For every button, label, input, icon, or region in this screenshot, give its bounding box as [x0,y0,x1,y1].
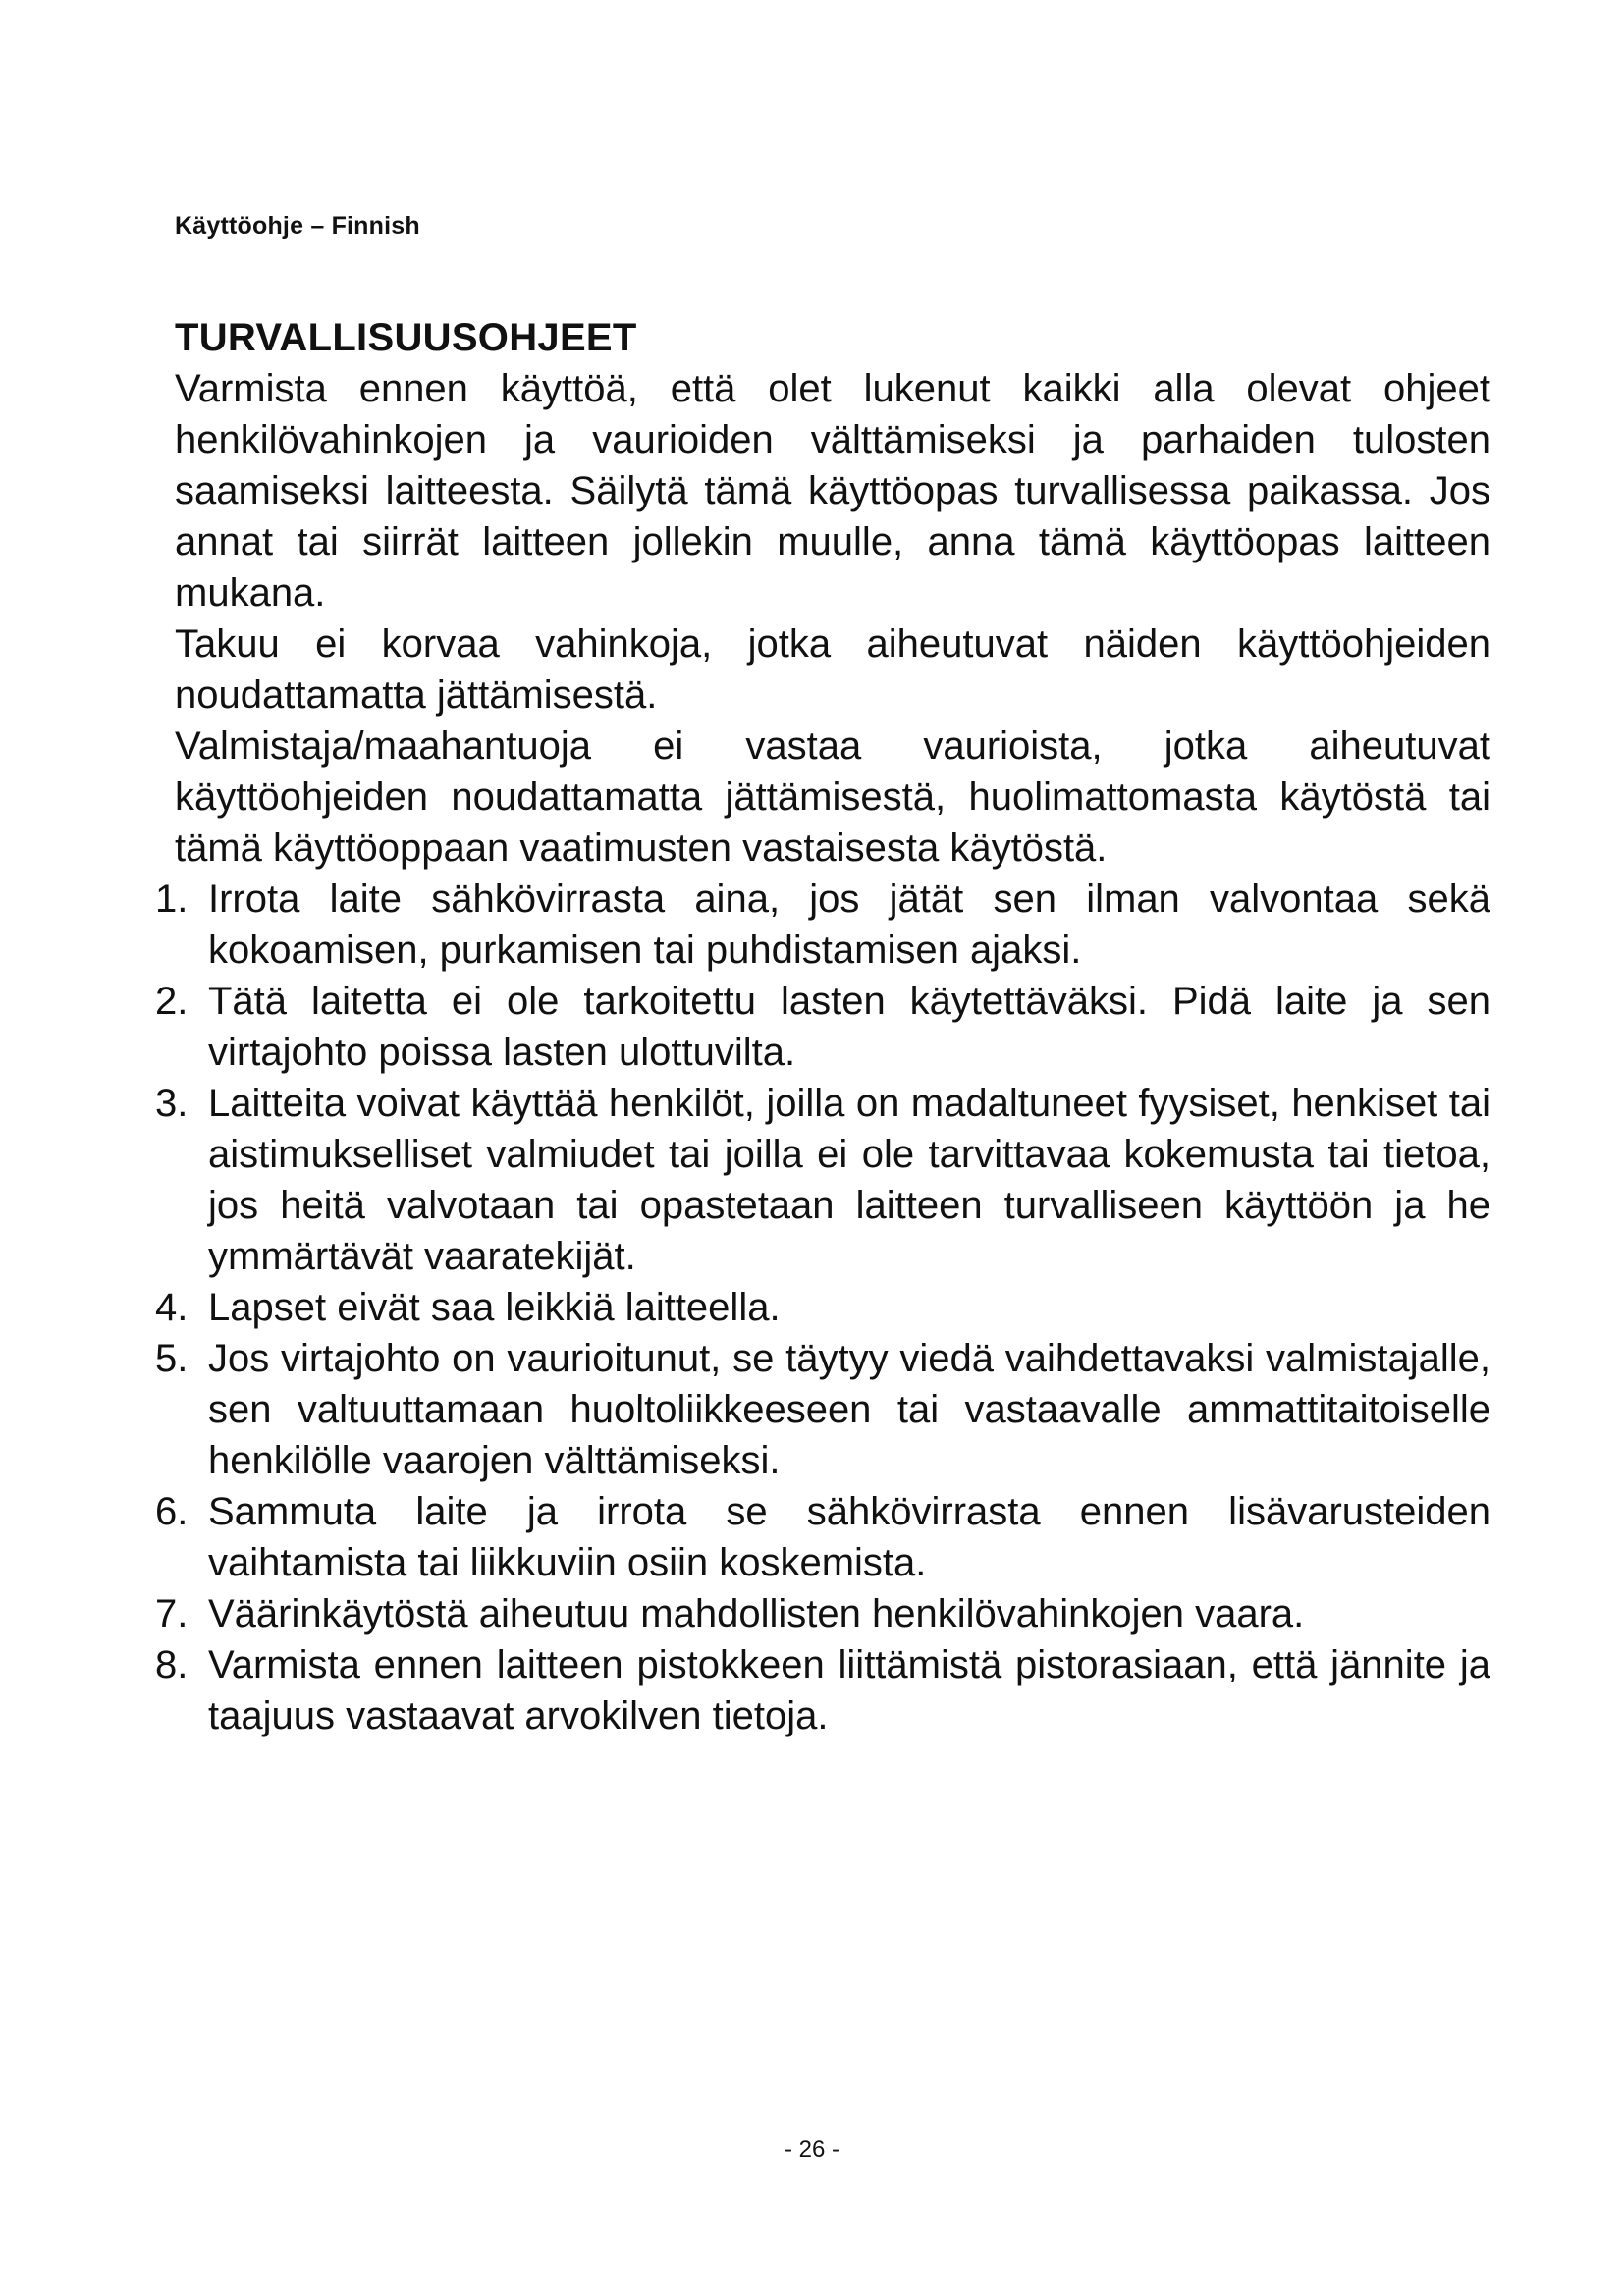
list-item [155,1078,1490,1282]
list-item [155,1588,1490,1639]
item-number: 5. [155,1337,189,1380]
item-text: Väärinkäytöstä aiheutuu mahdollisten henkilövahinkojen vaara. [208,1592,1305,1635]
page-content [155,312,1490,1741]
item-number: 1. [155,878,189,921]
item-number: 6. [155,1490,189,1533]
list-item [155,874,1490,976]
item-text: Lapset eivät saa leikkiä laitteella. [208,1286,781,1329]
list-item [155,976,1490,1078]
intro-paragraph: Valmistaja/maahantuoja ei vastaa vaurioista, jotka aiheutuvat käyttöohjeiden noudattamatta jättämisestä, huolimattomasta käytöstä tai tämä käyttöoppaan vaatimusten vastaisesta käytöstä. [175,724,1490,870]
item-number: 4. [155,1286,189,1329]
item-text: Varmista ennen laitteen pistokkeen liittämistä pistorasiaan, että jännite ja taajuus vastaavat arvokilven tietoja. [208,1643,1490,1737]
list-item [155,1639,1490,1741]
intro-paragraph: Takuu ei korvaa vahinkoja, jotka aiheutuvat näiden käyttöohjeiden noudattamatta jättämisestä. [175,622,1490,717]
section-title: TURVALLISUUSOHJEET [175,316,637,359]
list-item [155,1282,1490,1333]
item-text: Irrota laite sähkövirrasta aina, jos jätät sen ilman valvontaa sekä kokoamisen, purkamisen tai puhdistamisen ajaksi. [208,878,1490,972]
item-text: Sammuta laite ja irrota se sähkövirrasta ennen lisävarusteiden vaihtamista tai liikkuviin osiin koskemista. [208,1490,1490,1584]
intro-text [175,363,1490,874]
item-text: Tätä laitetta ei ole tarkoitettu lasten käytettäväksi. Pidä laite ja sen virtajohto poissa lasten ulottuvilta. [208,980,1490,1074]
intro-paragraph: Varmista ennen käyttöä, että olet lukenut kaikki alla olevat ohjeet henkilövahinkojen ja vaurioiden välttämiseksi ja parhaiden tulosten saamiseksi laitteesta. Säilytä tämä käyttöopas turvallisessa paikassa. Jos annat tai siirrät laitteen jollekin muulle, anna tämä käyttöopas laitteen mukana. [175,367,1490,614]
item-number: 7. [155,1592,189,1635]
list-item [155,1486,1490,1588]
safety-instructions-list [155,874,1490,1741]
page-header: Käyttöohje – Finnish [175,212,420,240]
item-text: Jos virtajohto on vaurioitunut, se täytyy viedä vaihdettavaksi valmistajalle, sen valtuuttamaan huoltoliikkeeseen tai vastaavalle ammattitaitoiselle henkilölle vaarojen välttämiseksi. [208,1337,1490,1482]
page-number: - 26 - [784,2136,839,2163]
item-number: 2. [155,980,189,1023]
list-item [155,1333,1490,1486]
item-number: 3. [155,1082,189,1125]
item-text: Laitteita voivat käyttää henkilöt, joilla on madaltuneet fyysiset, henkiset tai aistimukselliset valmiudet tai joilla ei ole tarvittavaa kokemusta tai tietoa, jos heitä valvotaan tai opastetaan laitteen turvalliseen käyttöön ja he ymmärtävät vaaratekijät. [208,1082,1490,1278]
item-number: 8. [155,1643,189,1686]
